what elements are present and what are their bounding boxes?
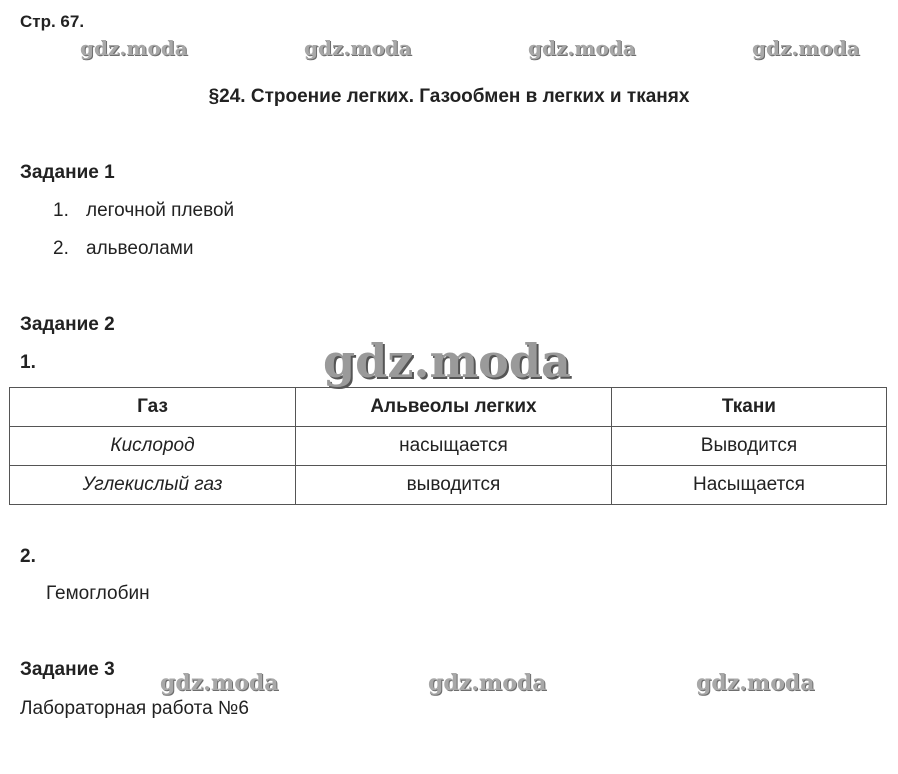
watermark: gdz.moda — [160, 670, 279, 696]
watermark: gdz.moda — [752, 36, 860, 60]
task2-part1-label: 1. — [20, 352, 36, 373]
table-header-cell: Ткани — [611, 388, 886, 427]
task3-heading: Задание 3 — [20, 659, 115, 680]
watermark: gdz.moda — [528, 36, 636, 60]
list-item-number: 2. — [53, 238, 69, 259]
list-item-text: легочной плевой — [86, 200, 235, 221]
table-cell: Насыщается — [611, 466, 886, 505]
table-row — [10, 427, 887, 466]
table-header-row — [10, 388, 887, 427]
watermark: gdz.moda — [428, 670, 547, 696]
watermark: gdz.moda — [696, 670, 815, 696]
table-header-cell: Альвеолы легких — [296, 388, 612, 427]
task2-heading: Задание 2 — [20, 314, 115, 335]
watermark: gdz.moda — [304, 36, 412, 60]
task3-text: Лабораторная работа №6 — [20, 698, 249, 719]
watermark-large: gdz.moda — [323, 334, 571, 388]
page-number: Стр. 67. — [20, 12, 85, 31]
task2-part2-label: 2. — [20, 546, 36, 567]
watermark: gdz.moda — [80, 36, 188, 60]
table-row — [10, 466, 887, 505]
list-item-text: альвеолами — [86, 238, 194, 259]
gas-exchange-table — [9, 387, 887, 505]
page-title: §24. Строение легких. Газообмен в легких и тканях — [208, 86, 690, 107]
table-cell: Выводится — [611, 427, 886, 466]
task1-heading: Задание 1 — [20, 162, 115, 183]
task2-part2-answer: Гемоглобин — [46, 583, 150, 604]
table-cell: Углекислый газ — [10, 466, 296, 505]
table-cell: выводится — [296, 466, 612, 505]
list-item-number: 1. — [53, 200, 69, 221]
table-cell: насыщается — [296, 427, 612, 466]
table-header-cell: Газ — [10, 388, 296, 427]
table-cell: Кислород — [10, 427, 296, 466]
